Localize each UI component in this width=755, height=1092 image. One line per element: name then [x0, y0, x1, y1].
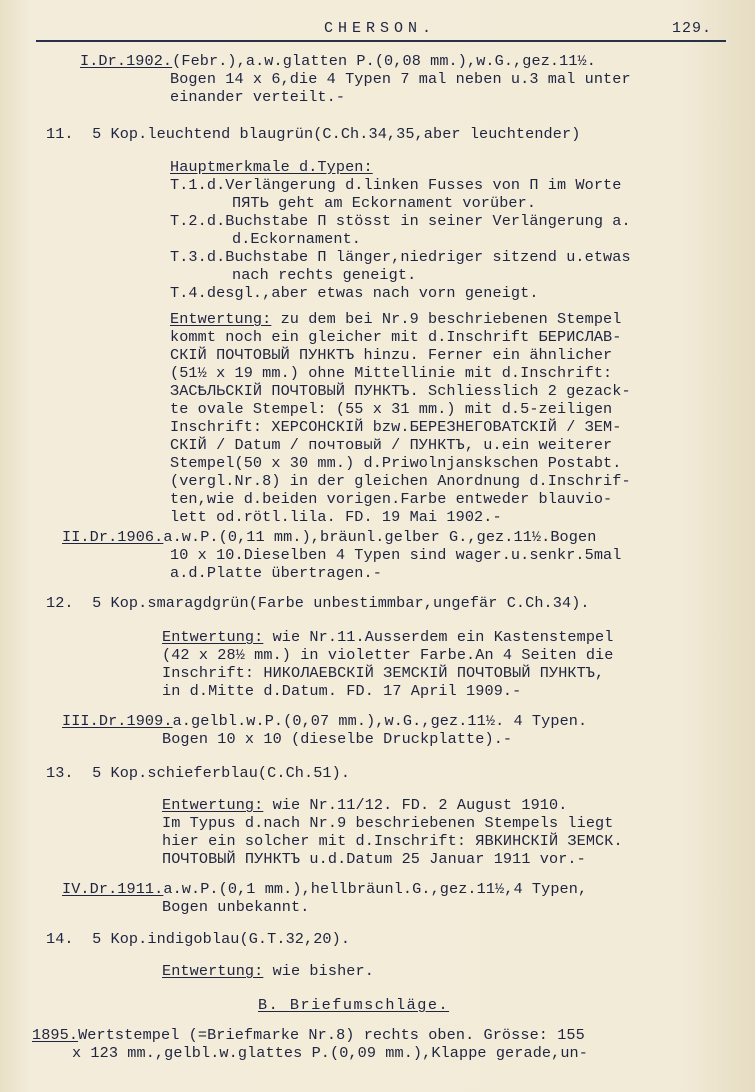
text-line: [170, 508, 502, 526]
text-line: [162, 628, 614, 646]
text-line: [170, 472, 631, 490]
text-line: [170, 546, 622, 564]
text-line: [46, 930, 350, 948]
text-line: [162, 850, 586, 868]
text-segment: wie Nr.11/12. FD. 2 August 1910.: [263, 796, 568, 814]
text-segment: Im Typus d.nach Nr.9 beschriebenen Stempels liegt: [162, 814, 614, 832]
text-line: [162, 796, 567, 814]
text-segment: T.4.desgl.,aber etwas nach vorn geneigt.: [170, 284, 539, 302]
text-segment: СКІЙ / Datum / почтовый / ПУНКТЪ, u.ein weiterer: [170, 436, 613, 454]
text-line: [62, 712, 587, 730]
text-line: [62, 528, 596, 546]
text-segment: Bogen 14 x 6,die 4 Typen 7 mal neben u.3 mal unter: [170, 70, 631, 88]
text-segment: T.1.d.Verlängerung d.linken Fusses von П im Worte: [170, 176, 622, 194]
text-line: [170, 564, 382, 582]
text-line: [46, 125, 580, 143]
text-line: [170, 284, 539, 302]
text-segment: d.Eckornament.: [232, 230, 361, 248]
text-line: [170, 158, 373, 176]
underlined-term: IV.Dr.1911.: [62, 880, 164, 898]
text-line: [170, 436, 612, 454]
running-head: CHERSON.: [324, 20, 437, 37]
text-segment: 12. 5 Kop.smaragdgrün(Farbe unbestimmbar,ungefär C.Ch.34).: [46, 594, 590, 612]
text-line: [170, 364, 612, 382]
underlined-term: I.Dr.1902.: [80, 52, 173, 70]
text-line: [162, 730, 512, 748]
text-segment: (42 x 28½ mm.) in violetter Farbe.An 4 Seiten die: [162, 646, 614, 664]
text-segment: hier ein solcher mit d.Inschrift: ЯВКИНСКІЙ ЗЕМСК.: [162, 832, 623, 850]
text-line: [162, 814, 614, 832]
text-line: [32, 1026, 585, 1044]
underlined-term: Entwertung:: [162, 962, 264, 980]
text-segment: 10 x 10.Dieselben 4 Typen sind wager.u.senkr.5mal: [170, 546, 622, 564]
text-segment: x 123 mm.,gelbl.w.glattes P.(0,09 mm.),Klappe gerade,un-: [72, 1044, 588, 1062]
text-segment: Inschrift: НИКОЛАЕВСКІЙ ЗЕМСКІЙ ПОЧТОВЫЙ ПУНКТЪ,: [162, 664, 605, 682]
underlined-term: Entwertung:: [170, 310, 272, 328]
underlined-term: Hauptmerkmale d.Typen:: [170, 158, 373, 176]
text-segment: ПОЧТОВЫЙ ПУНКТЪ u.d.Datum 25 Januar 1911 vor.-: [162, 850, 586, 868]
text-segment: wie bisher.: [263, 962, 374, 980]
page-header: [36, 20, 726, 42]
underlined-term: 1895.: [32, 1026, 79, 1044]
text-segment: wie Nr.11.Ausserdem ein Kastenstempel: [263, 628, 614, 646]
text-segment: Bogen unbekannt.: [162, 898, 310, 916]
text-line: [232, 230, 361, 248]
text-line: [170, 70, 631, 88]
text-segment: Stempel(50 x 30 mm.) d.Priwolnjanskschen Postabt.: [170, 454, 622, 472]
text-line: [170, 490, 612, 508]
text-line: [170, 400, 612, 418]
text-segment: a.d.Platte übertragen.-: [170, 564, 382, 582]
text-line: [162, 898, 309, 916]
text-segment: 13. 5 Kop.schieferblau(C.Ch.51).: [46, 764, 351, 782]
text-line: [162, 646, 614, 664]
text-segment: T.3.d.Buchstabe П länger,niedriger sitzend u.etwas: [170, 248, 631, 266]
underlined-term: Entwertung:: [162, 796, 264, 814]
text-segment: (51½ x 19 mm.) ohne Mittellinie mit d.Inschrift:: [170, 364, 613, 382]
text-segment: СКІЙ ПОЧТОВЫЙ ПУНКТЪ hinzu. Ferner ein ähnlicher: [170, 346, 613, 364]
underlined-term: B. Briefumschläge.: [258, 996, 450, 1014]
text-line: [170, 346, 612, 364]
text-line: [62, 880, 587, 898]
text-segment: (Febr.),a.w.glatten P.(0,08 mm.),w.G.,gez.11½.: [172, 52, 596, 70]
text-segment: T.2.d.Buchstabe П stösst in seiner Verlängerung a.: [170, 212, 631, 230]
text-segment: Inschrift: ХЕРСОНСКІЙ bzw.БЕРЕЗНЕГОВАТСКІЙ / ЗЕМ-: [170, 418, 622, 436]
text-segment: ten,wie d.beiden vorigen.Farbe entweder blauvio-: [170, 490, 613, 508]
text-segment: lett od.rötl.lila. FD. 19 Mai 1902.-: [170, 508, 502, 526]
text-line: [46, 594, 590, 612]
text-segment: te ovale Stempel: (55 x 31 mm.) mit d.5-zeiligen: [170, 400, 613, 418]
text-segment: nach rechts geneigt.: [232, 266, 417, 284]
text-line: [162, 682, 521, 700]
text-line: [162, 832, 623, 850]
text-segment: 11. 5 Kop.leuchtend blaugrün(C.Ch.34,35,aber leuchtender): [46, 125, 581, 143]
text-line: [170, 88, 345, 106]
text-segment: in d.Mitte d.Datum. FD. 17 April 1909.-: [162, 682, 522, 700]
text-segment: Bogen 10 x 10 (dieselbe Druckplatte).-: [162, 730, 513, 748]
text-segment: a.w.P.(0,1 mm.),hellbräunl.G.,gez.11½,4 Typen,: [163, 880, 588, 898]
text-segment: zu dem bei Nr.9 beschriebenen Stempel: [271, 310, 622, 328]
text-line: [170, 176, 622, 194]
text-line: [170, 382, 631, 400]
text-segment: kommt noch ein gleicher mit d.Inschrift БЕРИСЛАВ-: [170, 328, 622, 346]
text-segment: (vergl.Nr.8) in der gleichen Anordnung d.Inschrif-: [170, 472, 631, 490]
text-line: [170, 212, 631, 230]
text-line: [162, 962, 374, 980]
text-segment: 14. 5 Kop.indigoblau(G.T.32,20).: [46, 930, 351, 948]
text-line: [46, 764, 350, 782]
underlined-term: II.Dr.1906.: [62, 528, 164, 546]
page-number: 129.: [671, 20, 712, 37]
underlined-term: Entwertung:: [162, 628, 264, 646]
text-segment: ПЯТЬ geht am Eckornament vorüber.: [232, 194, 537, 212]
underlined-term: III.Dr.1909.: [62, 712, 173, 730]
text-segment: ЗАСѢЛЬСКІЙ ПОЧТОВЫЙ ПУНКТЪ. Schliesslich 2 gezack-: [170, 382, 631, 400]
text-line: [170, 248, 631, 266]
text-line: [170, 310, 622, 328]
text-line: [170, 418, 622, 436]
text-segment: Wertstempel (=Briefmarke Nr.8) rechts oben. Grösse: 155: [78, 1026, 585, 1044]
text-segment: a.w.P.(0,11 mm.),bräunl.gelber G.,gez.11½.Bogen: [163, 528, 597, 546]
text-line: [258, 996, 449, 1014]
text-line: [170, 454, 622, 472]
text-line: [232, 266, 416, 284]
text-line: [72, 1044, 588, 1062]
text-line: [232, 194, 536, 212]
text-line: [170, 328, 622, 346]
text-segment: einander verteilt.-: [170, 88, 346, 106]
text-line: [80, 52, 596, 70]
text-segment: a.gelbl.w.P.(0,07 mm.),w.G.,gez.11½. 4 Typen.: [172, 712, 588, 730]
text-line: [162, 664, 604, 682]
